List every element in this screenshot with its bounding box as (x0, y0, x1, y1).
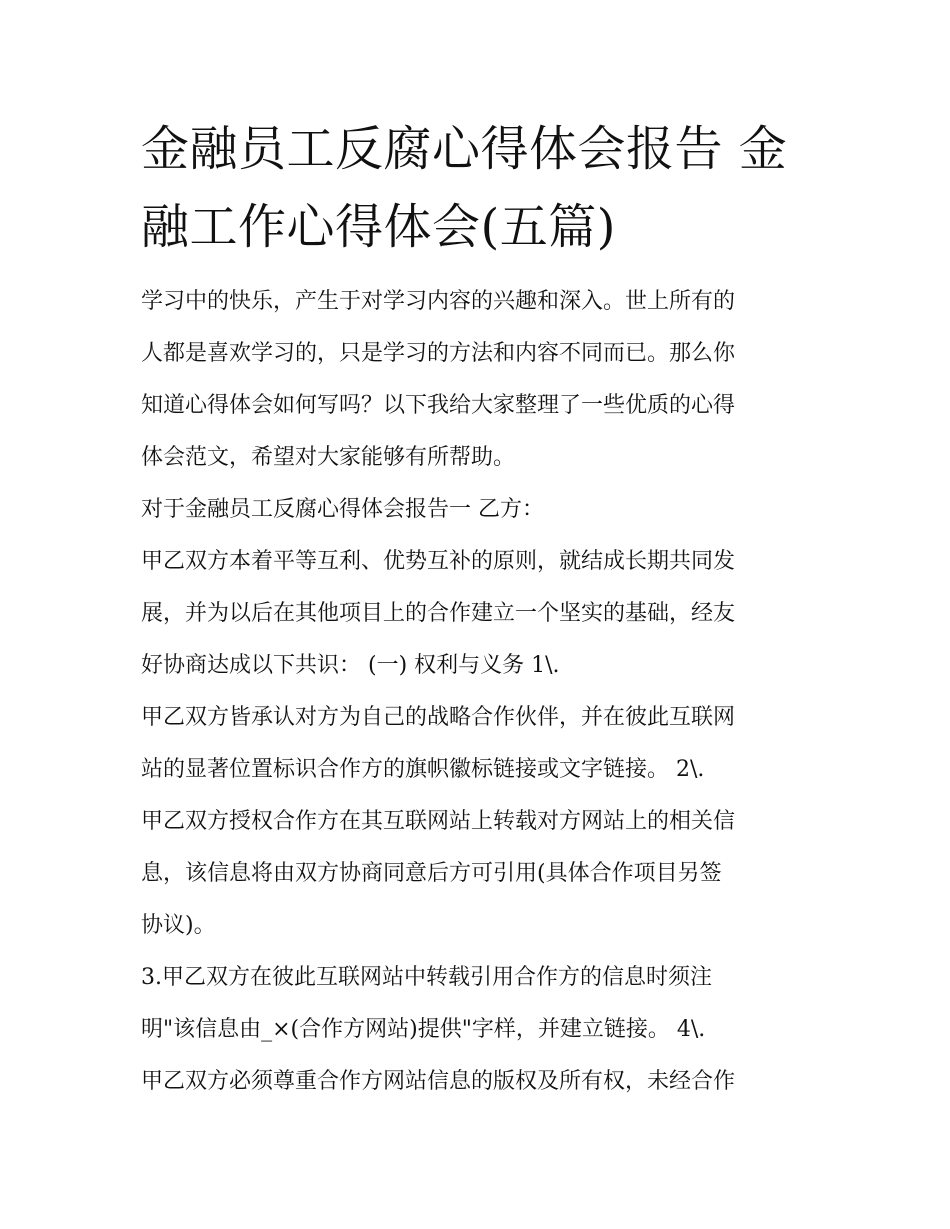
text-line: 展，并为以后在其他项目上的合作建立一个坚实的基础，经友 (141, 601, 736, 626)
document-body (141, 280, 821, 1112)
text-line: 甲乙双方皆承认对方为自己的战略合作伙伴，并在彼此互联网 (141, 705, 736, 730)
text-line: 好协商达成以下共识： (一) 权利与义务 1\. (141, 653, 560, 678)
text-line: 甲乙双方授权合作方在其互联网站上转载对方网站上的相关信 (141, 809, 736, 834)
text-line: 体会范文，希望对大家能够有所帮助。 (141, 445, 516, 470)
text-line: 协议)。 (141, 913, 216, 938)
text-line: 人都是喜欢学习的，只是学习的方法和内容不同而已。那么你 (141, 341, 736, 366)
text-line: 对于金融员工反腐心得体会报告一 乙方： (141, 497, 544, 522)
text-line: 息，该信息将由双方协商同意后方可引用(具体合作项目另签 (141, 861, 722, 886)
title-line-1: 金融员工反腐心得体会报告 金 (141, 121, 788, 177)
text-line: 甲乙双方必须尊重合作方网站信息的版权及所有权，未经合作 (141, 1069, 736, 1094)
text-line: 知道心得体会如何写吗？以下我给大家整理了一些优质的心得 (141, 393, 736, 418)
text-line: 明"该信息由_×(合作方网站)提供"字样，并建立链接。 4\. (141, 1017, 706, 1042)
title-line-2: 融工作心得体会(五篇) (141, 199, 616, 255)
text-line: 站的显著位置标识合作方的旗帜徽标链接或文字链接。 2\. (141, 757, 705, 782)
text-line: 学习中的快乐，产生于对学习内容的兴趣和深入。世上所有的 (141, 289, 736, 314)
document-title (141, 110, 821, 266)
text-line: 3.甲乙双方在彼此互联网站中转载引用合作方的信息时须注 (141, 965, 712, 990)
text-line: 甲乙双方本着平等互利、优势互补的原则，就结成长期共同发 (141, 549, 736, 574)
